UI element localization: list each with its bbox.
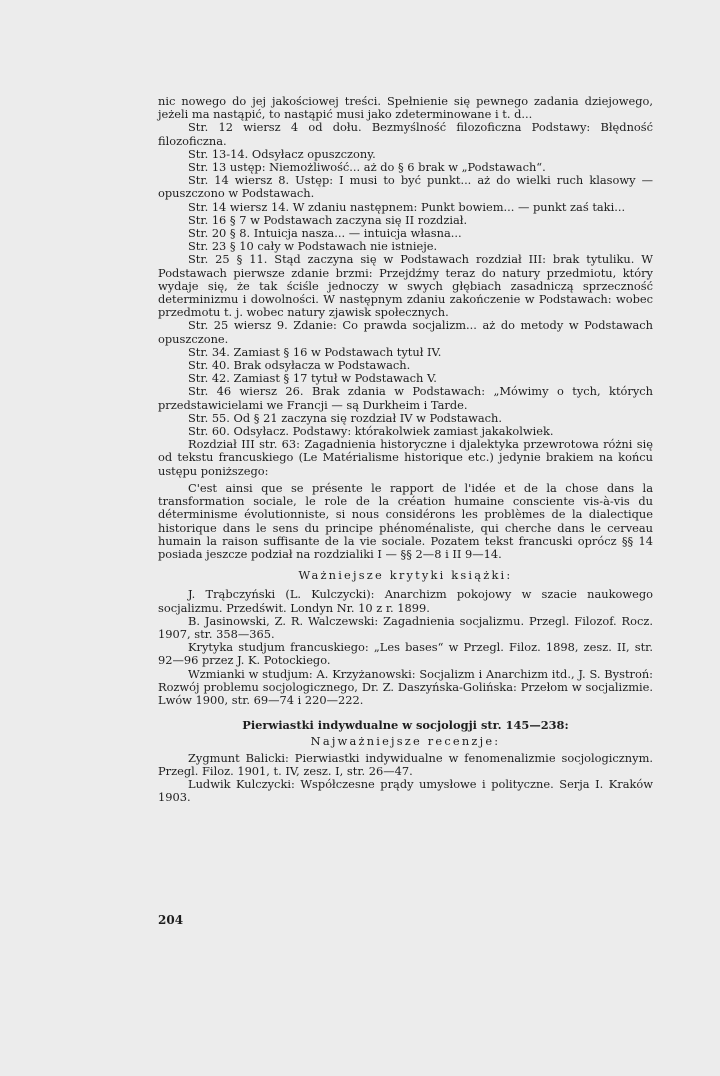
paragraph: Str. 25 wiersz 9. Zdanie: Co prawda socjalizm... aż do metody w Podstawach opuszczone. (158, 318, 653, 346)
paragraph: nic nowego do jej jakościowej treści. Spełnienie się pewnego zadania dziejowego, jeżeli ma nastąpić, to nastąpić musi jako zdeterminowane i t. d... (158, 94, 653, 122)
paragraph: Str. 12 wiersz 4 od dołu. Bezmyślność filozoficzna Podstawy: Błędność filozoficzna. (158, 120, 653, 148)
paragraph: Ludwik Kulczycki: Współczesne prądy umysłowe i polityczne. Serja I. Kraków 1903. (158, 776, 653, 805)
paragraph: B. Jasinowski, Z. R. Walczewski: Zagadnienia socjalizmu. Przegl. Filozof. Rocz. 1907, str. 358—365. (158, 613, 653, 641)
paragraph: Str. 40. Brak odsyłacza w Podstawach. (188, 358, 411, 373)
paragraph: J. Trąbczyński (L. Kulczycki): Anarchizm pokojowy w szacie naukowego socjalizmu. Przedświt. Londyn Nr. 10 z r. 1899. (158, 587, 653, 615)
paragraph: Str. 14 wiersz 8. Ustęp: I musi to być punkt... aż do wielki ruch klasowy — opuszczono w Podstawach. (158, 173, 653, 201)
paragraph: Str. 13-14. Odsyłacz opuszczony. (188, 146, 376, 161)
paragraph: Str. 42. Zamiast § 17 tytuł w Podstawach V. (188, 371, 437, 386)
paragraph: Str. 14 wiersz 14. W zdaniu następnem: Punkt bowiem... — punkt zaś taki... (188, 199, 626, 214)
paragraph: Krytyka studjum francuskiego: „Les bases“ w Przegl. Filoz. 1898, zesz. II, str. 92—96 przez J. K. Potockiego. (158, 640, 653, 668)
paragraph: Str. 25 § 11. Stąd zaczyna się w Podstawach rozdział III: brak tytuliku. W Podstawach pierwsze zdanie brzmi: Przejdźmy teraz do natury przedmiotu, który wydaje się, że tak ściśle jednoczy w swych głębiach zasadniczą sprzeczność determinizmu i dowolności. W następnym zdaniu zakończenie w Podstawach: wobec przedmotu t. j. wobec natury zjawisk społecznych. (158, 252, 653, 320)
paragraph: Str. 13 ustęp: Niemożliwość... aż do § 6 brak w „Podstawach“. (188, 160, 546, 175)
section-heading-pierwiastki: Pierwiastki indywdualne w socjologji str. 145—238: (242, 718, 569, 733)
paragraph: Wzmianki w studjum: A. Krzyżanowski: Socjalizm i Anarchizm itd., J. S. Bystroń: Rozwój problemu socjologicznego, Dr. Z. Daszyńska-Golińska: Przełom w socjalizmie. Lwów 1900, str. 69—74 i 220—222. (158, 666, 653, 707)
paragraph: Str. 46 wiersz 26. Brak zdania w Podstawach: „Mówimy o tych, których przedstawicielami we Francji — są Durkheim i Tarde. (158, 384, 653, 412)
paragraph: Rozdział III str. 63: Zagadnienia historyczne i djalektyka przewrotowa różni się od tekstu francuskiego (Le Matérialisme historique etc.) jedynie brakiem na końcu ustępu poniższego: (158, 437, 653, 478)
paragraph: Str. 16 § 7 w Podstawach zaczyna się II rozdział. (188, 212, 468, 227)
paragraph: Str. 60. Odsyłacz. Podstawy: którakolwiek zamiast jakakolwiek. (188, 424, 554, 439)
section-heading-reviews: Najważniejsze recenzje: (310, 734, 501, 749)
paragraph: Str. 55. Od § 21 zaczyna się rozdział IV w Podstawach. (188, 410, 502, 425)
section-heading-critiques: Ważniejsze krytyki książki: (298, 568, 513, 583)
page-text (158, 95, 653, 804)
paragraph: Str. 34. Zamiast § 16 w Podstawach tytuł IV. (188, 344, 442, 359)
page-number: 204 (158, 913, 184, 927)
paragraph: Str. 20 § 8. Intuicja nasza... — intuicja własna... (188, 226, 462, 241)
paragraph: Zygmunt Balicki: Pierwiastki indywidualne w fenomenalizmie socjologicznym. Przegl. Filoz. 1901, t. IV, zesz. I, str. 26—47. (158, 750, 653, 778)
paragraph: Str. 23 § 10 cały w Podstawach nie istnieje. (188, 239, 438, 254)
french-quote: C'est ainsi que se présente le rapport de l'idée et de la chose dans la transformation sociale, le role de la création humaine consciente vis-à-vis du déterminisme évolutionniste, si nous considérons les problèmes de la dialectique historique dans le sens du principe phénoménaliste, qui cherche dans le cerveau humain la raison suffisante de la vie sociale. Pozatem tekst francuski oprócz §§ 14 posiada jeszcze podział na rozdzialiki I — §§ 2—8 i II 9—14. (158, 480, 653, 561)
